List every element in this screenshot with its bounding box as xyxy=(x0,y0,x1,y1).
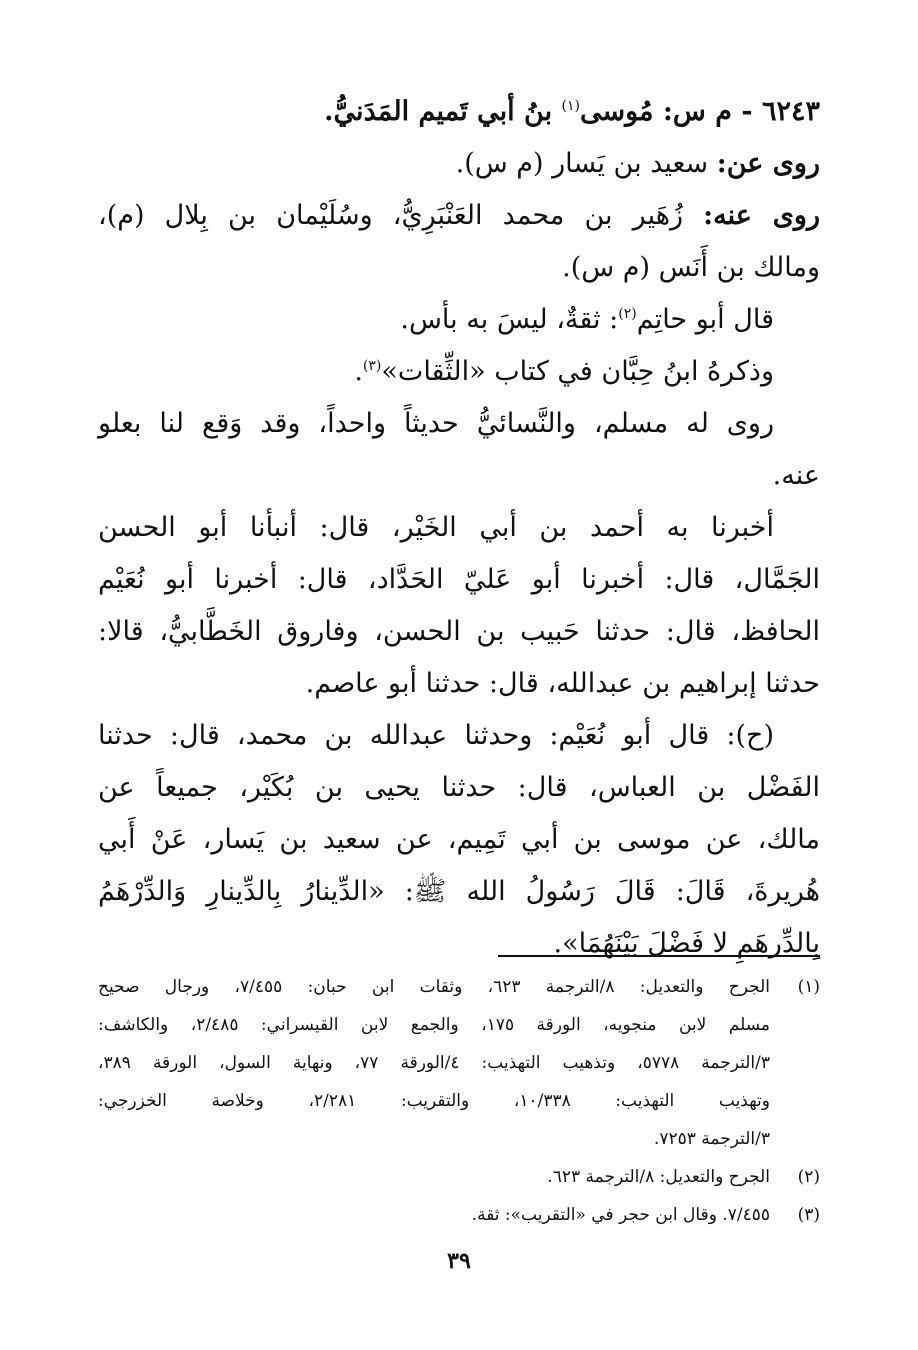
footnote-line: الجرح والتعديل: ٨/الترجمة ٦٢٣، وثقات ابن حبان: ٧/٤٥٥، ورجال صحيح xyxy=(98,977,770,997)
rawa-anhu-line-1 xyxy=(98,190,820,242)
ibn-hibban-rest: . xyxy=(354,356,363,387)
footnote-body xyxy=(98,1158,770,1196)
footnote-line: ٣/الترجمة ٧٢٥٣. xyxy=(653,1129,770,1149)
rawa-an-line xyxy=(98,138,820,190)
footnote-2 xyxy=(98,1158,820,1196)
narration-line-2: عنه. xyxy=(772,460,820,491)
entry-heading-text: ٦٢٤٣ - م س: مُوسى xyxy=(579,96,820,127)
isnad-line-1: أخبرنا به أحمد بن أبي الخَيْر، قال: أنبأنا أبو الحسن xyxy=(98,512,774,543)
main-text xyxy=(98,86,820,970)
hadith-line-5: بِالدِّرهَمِ لا فَضْلَ بَيْنَهُمَا». xyxy=(553,928,820,959)
entry-heading-rest: بنُ أبي تَميم المَدَنيُّ. xyxy=(324,96,562,127)
footnote-line: ٣/الترجمة ٥٧٧٨، وتذهيب التهذيب: ٤/الورقة ٧٧، ونهاية السول، الورقة ٣٨٩، xyxy=(98,1053,770,1073)
footnote-line: وتهذيب التهذيب: ١٠/٣٣٨، والتقريب: ٢/٢٨١، وخلاصة الخزرجي: xyxy=(98,1091,770,1111)
entry-heading xyxy=(98,86,820,138)
hadith-line-1: (ح): قال أبو نُعَيْم: وحدثنا عبدالله بن محمد، قال: حدثنا xyxy=(98,720,774,751)
abu-hatim-text: قال أبو حاتِم xyxy=(636,304,774,335)
footnote-line: الجرح والتعديل: ٨/الترجمة ٦٢٣. xyxy=(547,1167,770,1187)
footnote-ref-3: (٣) xyxy=(362,358,382,374)
rawa-an-label: روى عن: xyxy=(716,148,820,179)
hadith-line-3: مالك، عن موسى بن أبي تَمِيم، عن سعيد بن يَسار، عَنْ أَبي xyxy=(98,824,820,855)
isnad-line-2: الجَمَّال، قال: أخبرنا أبو عَليّ الحَدَّاد، قال: أخبرنا أبو نُعَيْم xyxy=(98,564,820,595)
footnote-ref-1: (١) xyxy=(561,98,580,114)
ibn-hibban-line xyxy=(98,346,820,398)
footnote-body xyxy=(98,1196,770,1234)
narration-line-1: روى له مسلم، والنَّسائيُّ حديثاً واحداً، وقد وَقع لنا بعلو xyxy=(98,408,774,439)
footnote-divider xyxy=(498,955,820,957)
page-number: ٣٩ xyxy=(447,1248,471,1274)
footnote-body xyxy=(98,968,770,1158)
abu-hatim-rest: : ثقةٌ، ليسَ به بأس. xyxy=(400,304,619,335)
isnad-line-4: حدثنا إبراهيم بن عبدالله، قال: حدثنا أبو عاصم. xyxy=(305,668,820,699)
abu-hatim-line xyxy=(98,294,820,346)
hadith-line-2: الفَضْل بن العباس، قال: حدثنا يحيى بن بُكَيْر، جميعاً عن xyxy=(98,772,820,803)
footnotes xyxy=(98,968,820,1234)
rawa-an-text: سعيد بن يَسار (م س). xyxy=(455,148,717,179)
footnote-number: (٢) xyxy=(797,1167,820,1187)
footnote-1 xyxy=(98,968,820,1158)
footnote-number: (١) xyxy=(797,977,820,997)
footnote-line: مسلم لابن منجويه، الورقة ١٧٥، والجمع لابن القيسراني: ٢/٤٨٥، والكاشف: xyxy=(98,1015,770,1035)
isnad-line-3: الحافظ، قال: حدثنا حَبيب بن الحسن، وفاروق الخَطَّابيُّ، قالا: xyxy=(98,616,820,647)
rawa-anhu-line-2: ومالك بن أَنَس (م س). xyxy=(562,252,820,283)
ibn-hibban-text: وذكرهُ ابنُ حِبَّان في كتاب «الثِّقات» xyxy=(381,356,774,387)
footnote-number: (٣) xyxy=(797,1205,820,1225)
footnote-ref-2: (٢) xyxy=(618,306,637,322)
footnote-line: ٧/٤٥٥. وقال ابن حجر في «التقريب»: ثقة. xyxy=(471,1205,770,1225)
hadith-line-4: هُريرةَ، قَالَ: قَالَ رَسُولُ الله ﷺ: «الدِّينارُ بِالدِّينارِ وَالدِّرْهَمُ xyxy=(98,876,820,907)
rawa-anhu-text-1: زُهَير بن محمد العَنْبَرِيُّ، وسُلَيْمان بن بِلال (م)، xyxy=(98,200,704,231)
footnote-3 xyxy=(98,1196,820,1234)
rawa-anhu-label: روى عنه: xyxy=(703,200,820,231)
